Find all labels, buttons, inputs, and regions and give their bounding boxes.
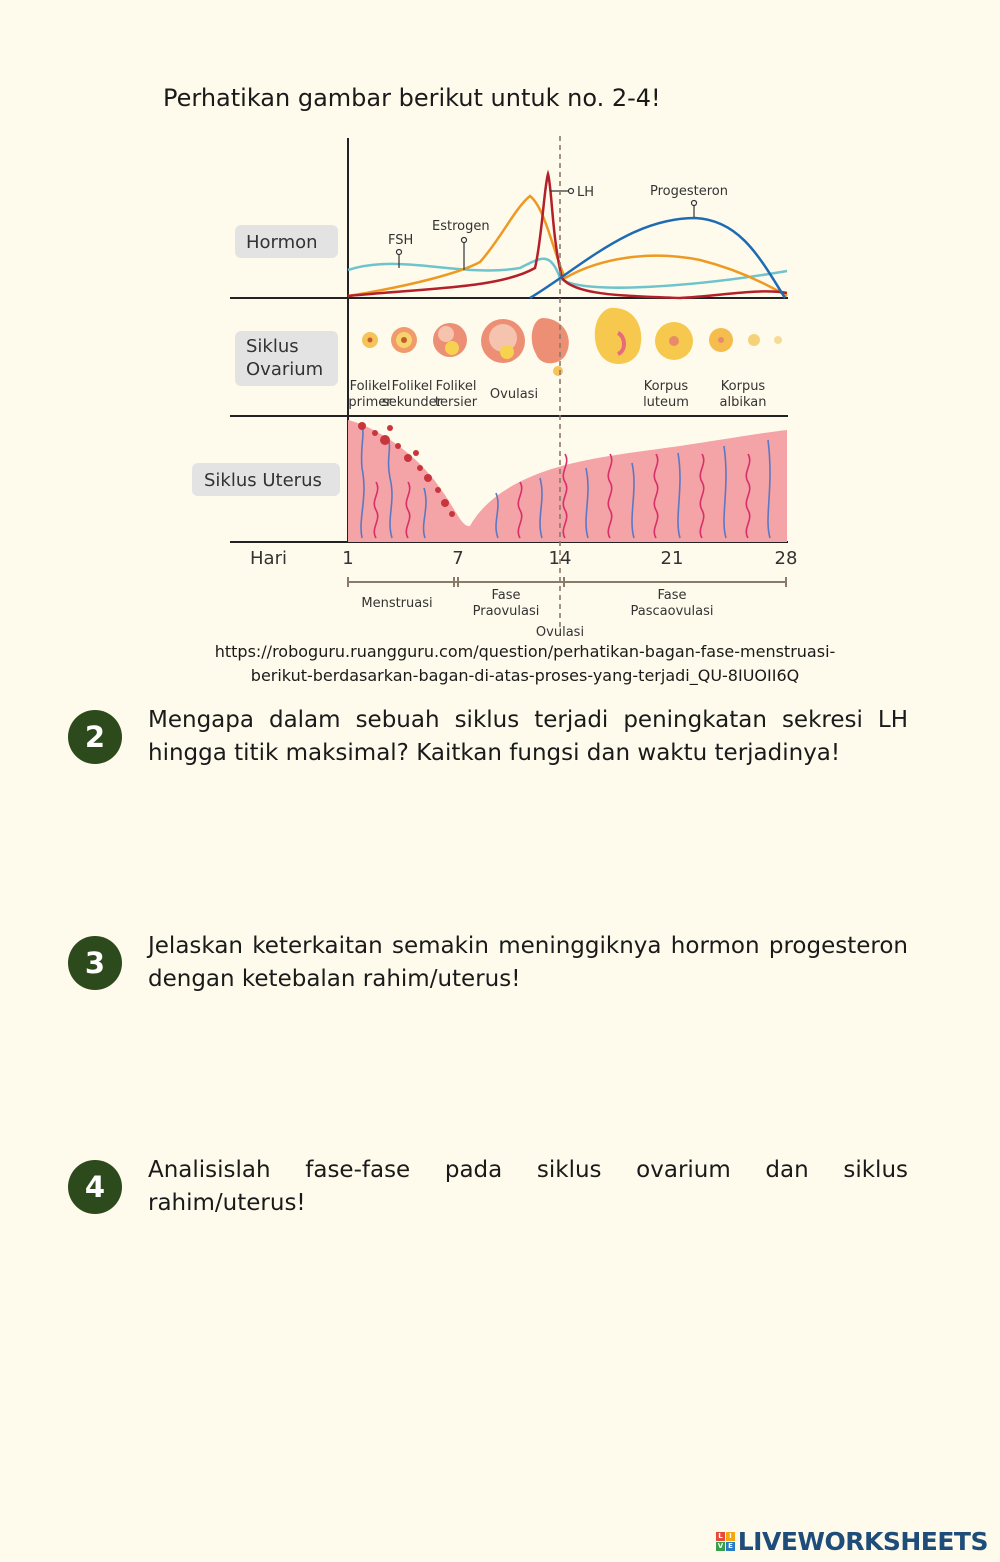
ovary-label: sekunder	[382, 395, 442, 410]
day-tick-label: 14	[548, 548, 572, 569]
uterus-lining	[348, 420, 787, 542]
ovary-label: primer	[348, 395, 392, 410]
row-label-ovarium-1: Siklus	[246, 336, 299, 357]
logo-letter: E	[726, 1542, 735, 1551]
fsh-marker-dot	[397, 250, 402, 255]
day-axis-label: Hari	[250, 548, 287, 569]
ovary-label: luteum	[643, 395, 689, 410]
lh-marker-dot	[569, 189, 574, 194]
liveworksheets-logo[interactable]	[716, 1527, 988, 1556]
logo-letter: I	[726, 1532, 735, 1541]
day-tick-label: 21	[660, 548, 684, 569]
phase-pasca-1: Fase	[657, 588, 687, 603]
logo-icon	[716, 1532, 735, 1551]
ovary-label: Folikel	[349, 379, 391, 394]
estrogen-label: Estrogen	[432, 219, 490, 234]
question-number: 3	[68, 936, 122, 990]
phase-pra-2: Praovulasi	[472, 604, 540, 619]
lh-label: LH	[577, 185, 595, 200]
ovary-label: Ovulasi	[489, 387, 539, 402]
estrogen-marker-dot	[462, 238, 467, 243]
day-tick-label: 7	[452, 548, 464, 569]
source-line-2: berikut-berdasarkan-bagan-di-atas-proses-yang-terjadi_QU-8IUOII6Q	[250, 666, 800, 685]
row-label-ovarium-2: Ovarium	[246, 359, 324, 380]
phase-pra-1: Fase	[491, 588, 521, 603]
ovary-label: albikan	[719, 395, 767, 410]
ovary-label: Korpus	[720, 379, 766, 394]
logo-letter: V	[716, 1542, 725, 1551]
question-text: Mengapa dalam sebuah siklus terjadi peningkatan sekresi LH hingga titik maksimal? Kaitkan fungsi dan waktu terjadinya!	[148, 707, 908, 766]
instruction-text: Perhatikan gambar berikut untuk no. 2-4!	[163, 84, 661, 112]
phase-ovulasi: Ovulasi	[535, 625, 585, 640]
question-number: 2	[68, 710, 122, 764]
menstrual-cycle-figure	[180, 128, 820, 643]
question-text: Jelaskan keterkaitan semakin meninggiknya hormon progesteron dengan ketebalan rahim/uterus!	[148, 933, 908, 992]
ovary-icons	[362, 308, 782, 376]
fsh-label: FSH	[388, 233, 414, 248]
source-line-1: https://roboguru.ruangguru.com/question/perhatikan-bagan-fase-menstruasi-	[214, 642, 836, 661]
source-link[interactable]	[120, 640, 930, 688]
day-tick-label: 1	[342, 548, 354, 569]
ovary-label: tersier	[434, 395, 478, 410]
progesteron-label: Progesteron	[650, 184, 728, 199]
question-text: Analisislah fase-fase pada siklus ovarium dan siklus rahim/uterus!	[148, 1157, 908, 1216]
phase-pasca-2: Pascaovulasi	[630, 604, 714, 619]
ovary-label: Korpus	[643, 379, 689, 394]
progesteron-marker-dot	[692, 201, 697, 206]
question-number: 4	[68, 1160, 122, 1214]
ovary-label: Folikel	[435, 379, 477, 394]
row-label-uterus: Siklus Uterus	[204, 470, 322, 491]
logo-text: LIVEWORKSHEETS	[737, 1527, 988, 1556]
phase-menstruasi: Menstruasi	[361, 596, 433, 611]
row-label-hormon: Hormon	[246, 232, 318, 253]
day-tick-label: 28	[774, 548, 798, 569]
logo-letter: L	[716, 1532, 725, 1541]
ovary-label: Folikel	[391, 379, 433, 394]
